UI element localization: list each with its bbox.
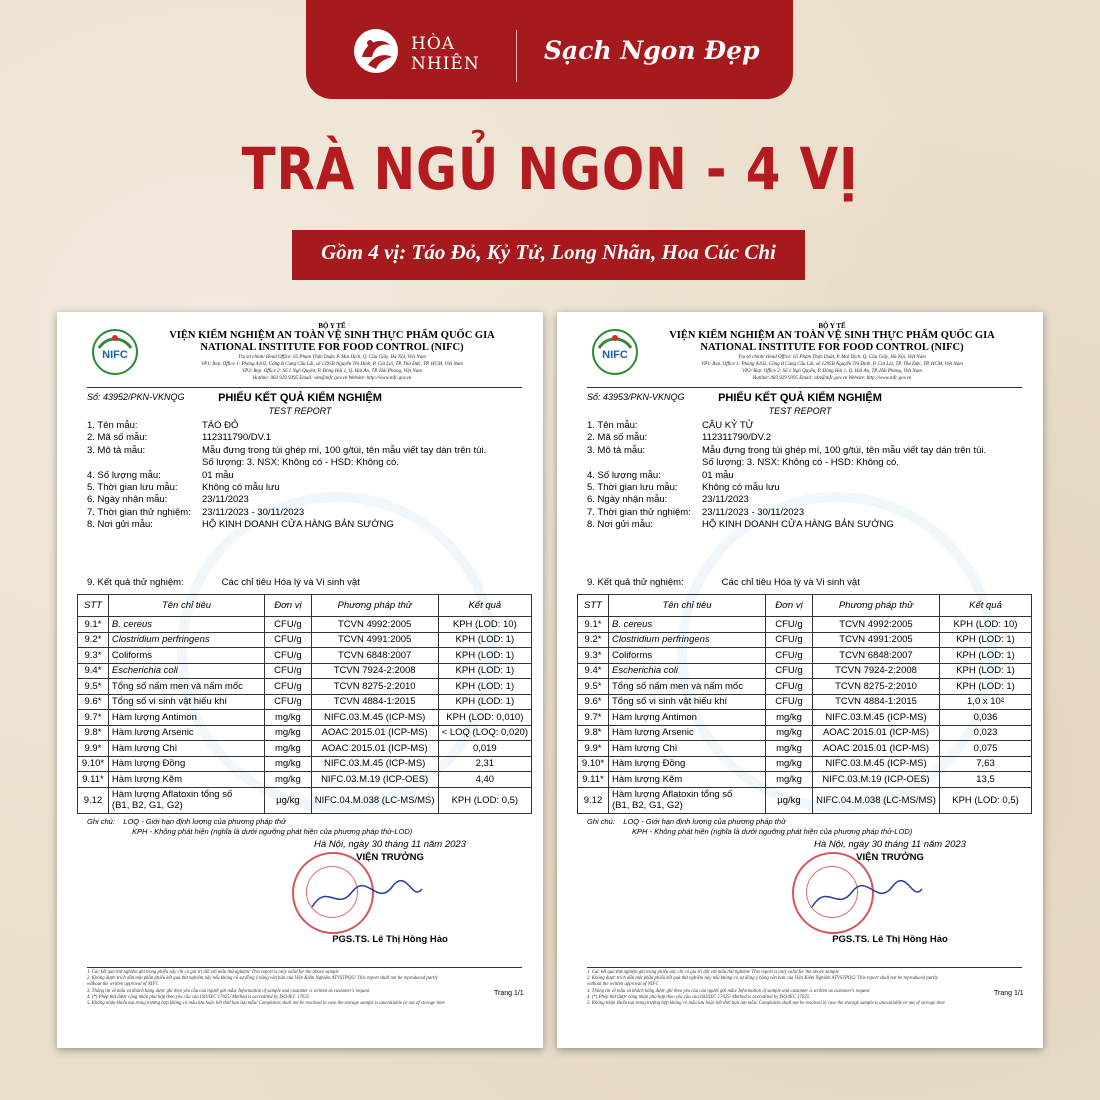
sample-info: [87, 420, 486, 532]
sample-code: 112311790/DV.2: [702, 432, 772, 444]
label-sender: 8. Nơi gửi mẫu:: [587, 519, 653, 531]
test-period: 23/11/2023 - 30/11/2023: [702, 506, 805, 518]
contact-line: Hotline: 083 929 9395 Email: vkn@nifc.gov.vn Website: http://www.nifc.gov.vn: [252, 376, 412, 381]
cell-parameter: Hàm lượng Đồng: [609, 756, 766, 772]
label-test-results: 9. Kết quả thử nghiệm:: [587, 577, 684, 588]
cell-result: 2,31: [438, 756, 531, 772]
institute-name-vi: VIỆN KIỂM NGHIỆM AN TOÀN VỆ SINH THỰC PHẨM QUỐC GIA: [169, 330, 495, 341]
address-office-1: VP1/ Rep. Office 1: Phòng A102, Cổng B Cung Cấu Lãi, số 1295B Nguyễn Thị Định, P. Cát Lái, TP. Thủ Đức, TP. HCM, Việt Nam: [201, 362, 463, 367]
footer-note-5: 5. Không nhận khiếu nại trong trường hợp không có mẫu lưu hoặc hết thời hạn lưu mẫu/ Complaints shall not be resolved in case the storage sample is unavailable or out of storage time: [587, 1001, 945, 1007]
table-header-row: [78, 595, 532, 617]
cell-result: 1,0 x 10²: [940, 694, 1032, 710]
ministry: BỘ Y TẾ: [818, 322, 846, 330]
cell-unit: mg/kg: [766, 741, 813, 757]
table-row: [578, 663, 1032, 679]
cell-result: KPH (LOD: 0,5): [438, 787, 531, 813]
brand-name: [411, 34, 480, 74]
cell-result: KPH (LOD: 1): [438, 694, 531, 710]
ministry: BỘ Y TẾ: [318, 322, 346, 330]
cell-method: NIFC.03.M.45 (ICP-MS): [813, 756, 940, 772]
label-sample-description: 3. Mô tả mẫu:: [587, 444, 646, 456]
cell-unit: µg/kg: [265, 787, 311, 813]
cell-method: NIFC.04.M.038 (LC-MS/MS): [813, 787, 940, 813]
cell-result: KPH (LOD: 10): [438, 617, 531, 633]
note-loq-text: LOQ - Giới hạn định lượng của phương pháp thử: [123, 817, 286, 826]
cell-stt: 9.2*: [578, 632, 609, 648]
cell-stt: 9.11*: [578, 772, 609, 788]
label-sample-code: 2. Mã số mẫu:: [87, 432, 148, 444]
test-period: 23/11/2023 - 30/11/2023: [202, 506, 305, 518]
table-row: [78, 617, 532, 633]
table-row: [578, 648, 1032, 664]
cell-stt: 9.6*: [578, 694, 609, 710]
cell-stt: 9.8*: [78, 725, 109, 741]
cell-parameter: Hàm lượng Antimon: [108, 710, 264, 726]
results-table: [77, 594, 532, 814]
address-office-2: VP2/ Rep. Office 2: Số 1 Ngô Quyền, P. Đông Hải 1, Q. Hải An, TP. Hải Phòng, Việt Nam: [742, 369, 922, 374]
cell-unit: CFU/g: [766, 648, 813, 664]
nifc-logo-text: NIFC: [102, 349, 128, 361]
cell-result: KPH (LOD: 1): [940, 632, 1032, 648]
label-sample-name: 1. Tên mẫu:: [87, 420, 138, 431]
report-subtitle: TEST REPORT: [268, 406, 332, 416]
table-row: [578, 679, 1032, 695]
sample-code: 112311790/DV.1: [202, 432, 272, 444]
received-date: 23/11/2023: [202, 494, 249, 506]
cell-method: TCVN 7924-2:2008: [311, 663, 438, 679]
cell-unit: CFU/g: [265, 694, 311, 710]
header-divider: [516, 30, 517, 82]
header-stt: STT: [78, 595, 109, 617]
header-unit: Đơn vị: [265, 595, 311, 617]
header-method: Phương pháp thử: [813, 595, 940, 617]
place-date: Hà Nội, ngày 30 tháng 11 năm 2023: [314, 839, 466, 850]
label-storage-time: 5. Thời gian lưu mẫu:: [587, 482, 678, 494]
page-subtitle: Gồm 4 vị: Táo Đỏ, Kỷ Tử, Long Nhãn, Hoa Cúc Chi: [321, 240, 776, 264]
cell-method: TCVN 4992:2005: [311, 617, 438, 633]
sample-quantity: 01 mẫu: [702, 469, 734, 481]
header-parameter: Tên chỉ tiêu: [609, 595, 766, 617]
cell-result: KPH (LOD: 10): [940, 617, 1032, 633]
slogan: Sạch Ngon Đẹp: [544, 36, 760, 65]
cell-stt: 9.7*: [78, 710, 109, 726]
report-subtitle: TEST REPORT: [768, 406, 832, 416]
header-rule: [587, 387, 1022, 388]
footer-rule: [87, 967, 522, 968]
cell-parameter-line2: (B1, B2, G1, G2): [111, 800, 183, 811]
cell-parameter-line2: (B1, B2, G1, G2): [612, 800, 683, 811]
cell-stt: 9.3*: [78, 648, 109, 664]
footer-note-2: 2. Không được trích dẫn một phần phiếu kết quả thử nghiệm này nếu không có sự đồng ý bằng văn bản của Viện Kiểm Nghiệm ATVSTPQG/ This report shall not be reproduced partly without the written approval of NIFC: [587, 976, 938, 988]
cell-result: 13,5: [940, 772, 1032, 788]
cell-stt: 9.12: [78, 787, 109, 813]
cell-method: TCVN 4991:2005: [813, 632, 940, 648]
cell-method: AOAC 2015.01 (ICP-MS): [311, 725, 438, 741]
cell-parameter: Hàm lượng Đồng: [108, 756, 264, 772]
table-row: [78, 632, 532, 648]
cell-unit: CFU/g: [766, 632, 813, 648]
label-received-date: 6. Ngày nhận mẫu:: [587, 494, 668, 506]
address-office-1: VP1/ Rep. Office 1: Phòng A102, Cổng B Cung Cấu Lãi, số 1295B Nguyễn Thị Định, P. Cát Lái, TP. Thủ Đức, TP. HCM, Việt Nam: [701, 362, 963, 367]
signer-role: VIỆN TRƯỞNG: [356, 852, 424, 863]
storage-time: Không có mẫu lưu: [202, 482, 280, 494]
nifc-logo-text: NIFC: [602, 349, 628, 361]
sample-name: TÁO ĐỎ: [202, 420, 239, 431]
cell-unit: mg/kg: [766, 756, 813, 772]
cell-result: < LOQ (LOQ: 0,020): [438, 725, 531, 741]
header-parameter: Tên chỉ tiêu: [108, 595, 264, 617]
cell-unit: mg/kg: [265, 756, 311, 772]
cell-unit: CFU/g: [766, 694, 813, 710]
cell-parameter: Hàm lượng Chì: [609, 741, 766, 757]
cell-stt: 9.3*: [578, 648, 609, 664]
cell-method: NIFC.03.M.45 (ICP-MS): [311, 710, 438, 726]
footer-notes: [87, 970, 447, 1007]
sample-description-2: Số lượng: 3. NSX: Không có - HSD: Không có.: [702, 457, 899, 469]
sender: HỘ KINH DOANH CỬA HÀNG BẢN SƯỚNG: [702, 519, 894, 531]
cell-result: KPH (LOD: 0,5): [940, 787, 1032, 813]
received-date: 23/11/2023: [702, 494, 749, 506]
address-office-2: VP2/ Rep. Office 2: Số 1 Ngô Quyền, P. Đông Hải 1, Q. Hải An, TP. Hải Phòng, Việt Nam: [242, 369, 422, 374]
page-number: Trang 1/1: [994, 990, 1024, 997]
cell-method: TCVN 4884-1:2015: [311, 694, 438, 710]
sample-name: CÂU KỶ TỬ: [702, 420, 754, 431]
cell-unit: mg/kg: [265, 725, 311, 741]
test-report-page: [57, 312, 543, 1048]
cell-method: TCVN 7924-2:2008: [813, 663, 940, 679]
cell-stt: 9.8*: [578, 725, 609, 741]
cell-result: 7,63: [940, 756, 1032, 772]
label-sender: 8. Nơi gửi mẫu:: [87, 519, 153, 531]
footer-note-2: 2. Không được trích dẫn một phần phiếu kết quả thử nghiệm này nếu không có sự đồng ý bằng văn bản của Viện Kiểm Nghiệm ATVSTPQG/ This report shall not be reproduced partly without the written approval of NIFC: [87, 976, 438, 988]
note-loq-text: LOQ - Giới hạn định lượng của phương pháp thử: [623, 817, 786, 826]
page-number: Trang 1/1: [494, 990, 524, 997]
cell-method: NIFC.03.M.19 (ICP-OES): [311, 772, 438, 788]
report-title: PHIẾU KẾT QUẢ KIỂM NGHIỆM: [718, 392, 882, 404]
institute-name-en: NATIONAL INSTITUTE FOR FOOD CONTROL (NIFC): [700, 342, 964, 353]
cell-parameter: [609, 787, 766, 813]
cell-result: KPH (LOD: 1): [438, 632, 531, 648]
test-results-line: [587, 577, 860, 588]
cell-stt: 9.10*: [578, 756, 609, 772]
table-row: [578, 787, 1032, 813]
table-row: [578, 710, 1032, 726]
cell-result: KPH (LOD: 1): [438, 679, 531, 695]
signer-name: PGS.TS. Lê Thị Hồng Hảo: [832, 934, 948, 945]
cell-result: KPH (LOD: 0,010): [438, 710, 531, 726]
cell-unit: mg/kg: [265, 772, 311, 788]
cell-parameter: Coliforms: [609, 648, 766, 664]
cell-parameter: Tổng số nấm men và nấm mốc: [609, 679, 766, 695]
results-table: [577, 594, 1032, 814]
sample-description-1: Mẫu đựng trong túi ghép mí, 100 g/túi, tên mẫu viết tay dán trên túi.: [702, 444, 987, 456]
address-head-office: Trụ sở chính/ Head Office: 65 Phạm Thận Duật, P. Mai Dịch, Q. Cầu Giấy, Hà Nội, Việt Nam: [238, 355, 426, 360]
storage-time: Không có mẫu lưu: [702, 482, 780, 494]
cell-parameter: Tổng số nấm men và nấm mốc: [108, 679, 264, 695]
note-label: Ghi chú:: [587, 817, 615, 826]
cell-parameter-line1: Hàm lượng Aflatoxin tổng số: [111, 789, 233, 800]
note-kph: KPH - Không phát hiện (nghĩa là dưới ngưỡng phát hiện của phương pháp thử-LOD): [632, 827, 913, 836]
cell-unit: mg/kg: [766, 725, 813, 741]
cell-result: KPH (LOD: 1): [940, 679, 1032, 695]
institute-name-vi: VIỆN KIỂM NGHIỆM AN TOÀN VỆ SINH THỰC PHẨM QUỐC GIA: [669, 330, 995, 341]
footer-notes: [587, 970, 947, 1007]
footer-note-4: 4. (*) Phép thử được công nhận phù hợp theo yêu cầu của ISO/IEC 17025/ Method is accredited by ISO/IEC 17025: [587, 994, 810, 1000]
table-row: [78, 710, 532, 726]
cell-stt: 9.5*: [78, 679, 109, 695]
cell-method: TCVN 6848:2007: [813, 648, 940, 664]
cell-stt: 9.4*: [578, 663, 609, 679]
footer-note-1: 1. Các kết quả thử nghiệm ghi trong phiếu này chỉ có giá trị đối với mẫu thử nghiệm/ This report is only valid for the above sample: [587, 970, 839, 975]
cell-result: KPH (LOD: 1): [438, 663, 531, 679]
cell-method: NIFC.03.M.45 (ICP-MS): [311, 756, 438, 772]
table-row: [578, 756, 1032, 772]
table-row: [78, 663, 532, 679]
note-loq: [587, 817, 786, 826]
cell-stt: 9.9*: [578, 741, 609, 757]
cell-parameter: Escherichia coli: [609, 663, 766, 679]
header-method: Phương pháp thử: [311, 595, 438, 617]
cell-parameter: Tổng số vi sinh vật hiếu khí: [609, 694, 766, 710]
cell-unit: mg/kg: [766, 710, 813, 726]
cell-result: 4,40: [438, 772, 531, 788]
cell-parameter-line1: Hàm lượng Aflatoxin tổng số: [612, 789, 733, 800]
cell-method: TCVN 6848:2007: [311, 648, 438, 664]
cell-result: KPH (LOD: 1): [940, 648, 1032, 664]
cell-method: NIFC.03.M.19 (ICP-OES): [813, 772, 940, 788]
table-row: [78, 772, 532, 788]
label-storage-time: 5. Thời gian lưu mẫu:: [87, 482, 178, 494]
cell-unit: CFU/g: [265, 617, 311, 633]
cell-unit: CFU/g: [766, 663, 813, 679]
signature-icon: [807, 877, 927, 917]
cell-parameter: B. cereus: [108, 617, 264, 633]
label-sample-quantity: 4. Số lượng mẫu:: [587, 469, 661, 481]
cell-stt: 9.5*: [578, 679, 609, 695]
report-number: Số: 43952/PKN-VKNQG: [87, 392, 185, 402]
header-result: Kết quả: [438, 595, 531, 617]
cell-stt: 9.7*: [578, 710, 609, 726]
cell-result: 0,023: [940, 725, 1032, 741]
cell-result: KPH (LOD: 1): [438, 648, 531, 664]
cell-unit: CFU/g: [265, 632, 311, 648]
cell-unit: CFU/g: [766, 617, 813, 633]
footer-note-3: 3. Thông tin về mẫu và khách hàng được ghi theo yêu cầu của người gửi mẫu/ Information of sample and customer is written as customer's request: [87, 988, 370, 994]
cell-parameter: Escherichia coli: [108, 663, 264, 679]
cell-parameter: B. cereus: [609, 617, 766, 633]
cell-method: TCVN 4991:2005: [311, 632, 438, 648]
table-row: [78, 756, 532, 772]
cell-unit: CFU/g: [265, 679, 311, 695]
cell-parameter: Tổng số vi sinh vật hiếu khí: [108, 694, 264, 710]
brand-name-line1: HÒA: [411, 34, 456, 54]
table-row: [578, 617, 1032, 633]
cell-stt: 9.10*: [78, 756, 109, 772]
cell-unit: CFU/g: [265, 648, 311, 664]
cell-stt: 9.11*: [78, 772, 109, 788]
cell-unit: µg/kg: [766, 787, 813, 813]
label-test-period: 7. Thời gian thử nghiệm:: [587, 506, 691, 518]
cell-parameter: Coliforms: [108, 648, 264, 664]
cell-parameter: Clostridium perfringens: [108, 632, 264, 648]
footer-rule: [587, 967, 1022, 968]
cell-method: TCVN 4992:2005: [813, 617, 940, 633]
label-sample-quantity: 4. Số lượng mẫu:: [87, 469, 161, 481]
cell-unit: CFU/g: [265, 663, 311, 679]
header-stt: STT: [578, 595, 609, 617]
label-sample-name: 1. Tên mẫu:: [587, 420, 638, 431]
cell-result: 0,019: [438, 741, 531, 757]
cell-result: 0,036: [940, 710, 1032, 726]
header-result: Kết quả: [940, 595, 1032, 617]
table-row: [78, 741, 532, 757]
footer-note-5: 5. Không nhận khiếu nại trong trường hợp không có mẫu lưu hoặc hết thời hạn lưu mẫu/ Complaints shall not be resolved in case the storage sample is unavailable or out of storage time: [87, 1001, 445, 1007]
report-title: PHIẾU KẾT QUẢ KIỂM NGHIỆM: [218, 392, 382, 404]
cell-method: NIFC.03.M.45 (ICP-MS): [813, 710, 940, 726]
cell-result: 0,075: [940, 741, 1032, 757]
cell-stt: 9.1*: [578, 617, 609, 633]
cell-method: AOAC 2015.01 (ICP-MS): [813, 741, 940, 757]
table-row: [78, 648, 532, 664]
header-unit: Đơn vị: [766, 595, 813, 617]
cell-stt: 9.4*: [78, 663, 109, 679]
cell-parameter: Hàm lượng Antimon: [609, 710, 766, 726]
cell-parameter: Hàm lượng Kẽm: [108, 772, 264, 788]
cell-method: TCVN 4884-1:2015: [813, 694, 940, 710]
table-row: [578, 632, 1032, 648]
note-loq: [87, 817, 286, 826]
sample-quantity: 01 mẫu: [202, 469, 234, 481]
note-label: Ghi chú:: [87, 817, 115, 826]
footer-note-3: 3. Thông tin về mẫu và khách hàng được ghi theo yêu cầu của người gửi mẫu/ Information of sample and customer is written as customer's request: [587, 988, 870, 994]
table-row: [578, 725, 1032, 741]
label-test-results: 9. Kết quả thử nghiệm:: [87, 577, 184, 588]
cell-method: TCVN 8275-2:2010: [311, 679, 438, 695]
brand-name-line2: NHIÊN: [411, 54, 480, 74]
sample-description-1: Mẫu đựng trong túi ghép mí, 100 g/túi, tên mẫu viết tay dán trên túi.: [202, 444, 487, 456]
label-sample-description: 3. Mô tả mẫu:: [87, 444, 146, 456]
cell-stt: 9.9*: [78, 741, 109, 757]
institute-header: [127, 322, 537, 382]
page-title: TRÀ NGỦ NGON - 4 VỊ: [241, 135, 859, 203]
cell-unit: CFU/g: [766, 679, 813, 695]
cell-parameter: Hàm lượng Kẽm: [609, 772, 766, 788]
table-row: [78, 679, 532, 695]
cell-stt: 9.12: [578, 787, 609, 813]
report-number: Số: 43953/PKN-VKNQG: [587, 392, 685, 402]
table-row: [78, 725, 532, 741]
cell-unit: mg/kg: [265, 710, 311, 726]
footer-note-1: 1. Các kết quả thử nghiệm ghi trong phiếu này chỉ có giá trị đối với mẫu thử nghiệm/ This report is only valid for the above sample: [87, 970, 339, 975]
cell-parameter: Clostridium perfringens: [609, 632, 766, 648]
signer-name: PGS.TS. Lê Thị Hồng Hảo: [332, 934, 448, 945]
institute-name-en: NATIONAL INSTITUTE FOR FOOD CONTROL (NIFC): [200, 342, 464, 353]
cell-parameter: Hàm lượng Chì: [108, 741, 264, 757]
sample-info: [587, 420, 986, 532]
cell-method: AOAC 2015.01 (ICP-MS): [813, 725, 940, 741]
cell-unit: mg/kg: [265, 741, 311, 757]
label-received-date: 6. Ngày nhận mẫu:: [87, 494, 168, 506]
cell-method: TCVN 8275-2:2010: [813, 679, 940, 695]
cell-method: NIFC.04.M.038 (LC-MS/MS): [311, 787, 438, 813]
cell-method: AOAC 2015.01 (ICP-MS): [311, 741, 438, 757]
label-sample-code: 2. Mã số mẫu:: [587, 432, 648, 444]
cell-parameter: [108, 787, 264, 813]
cell-result: KPH (LOD: 1): [940, 663, 1032, 679]
label-test-period: 7. Thời gian thử nghiệm:: [87, 506, 191, 518]
cell-parameter: Hàm lượng Arsenic: [609, 725, 766, 741]
header-rule: [87, 387, 522, 388]
cell-unit: mg/kg: [766, 772, 813, 788]
test-results-scope: Các chỉ tiêu Hóa lý và Vi sinh vật: [221, 577, 360, 588]
table-header-row: [578, 595, 1032, 617]
table-row: [578, 772, 1032, 788]
signer-role: VIỆN TRƯỞNG: [856, 852, 924, 863]
table-row: [578, 694, 1032, 710]
brand-logo-icon: [352, 27, 400, 75]
sender: HỘ KINH DOANH CỬA HÀNG BẢN SƯỚNG: [202, 519, 394, 531]
test-results-scope: Các chỉ tiêu Hóa lý và Vi sinh vật: [721, 577, 860, 588]
place-date: Hà Nội, ngày 30 tháng 11 năm 2023: [814, 839, 966, 850]
cell-stt: 9.2*: [78, 632, 109, 648]
table-row: [78, 787, 532, 813]
cell-parameter: Hàm lượng Arsenic: [108, 725, 264, 741]
address-head-office: Trụ sở chính/ Head Office: 65 Phạm Thận Duật, P. Mai Dịch, Q. Cầu Giấy, Hà Nội, Việt Nam: [738, 355, 926, 360]
table-row: [78, 694, 532, 710]
test-report-page: [557, 312, 1043, 1048]
cell-stt: 9.6*: [78, 694, 109, 710]
note-kph: KPH - Không phát hiện (nghĩa là dưới ngưỡng phát hiện của phương pháp thử-LOD): [132, 827, 413, 836]
test-results-line: [87, 577, 360, 588]
signature-icon: [307, 877, 427, 917]
footer-note-4: 4. (*) Phép thử được công nhận phù hợp theo yêu cầu của ISO/IEC 17025/ Method is accredited by ISO/IEC 17025: [87, 994, 310, 1000]
contact-line: Hotline: 083 929 9395 Email: vkn@nifc.gov.vn Website: http://www.nifc.gov.vn: [752, 376, 912, 381]
sample-description-2: Số lượng: 3. NSX: Không có - HSD: Không có.: [202, 457, 399, 469]
cell-stt: 9.1*: [78, 617, 109, 633]
institute-header: [627, 322, 1037, 382]
table-row: [578, 741, 1032, 757]
